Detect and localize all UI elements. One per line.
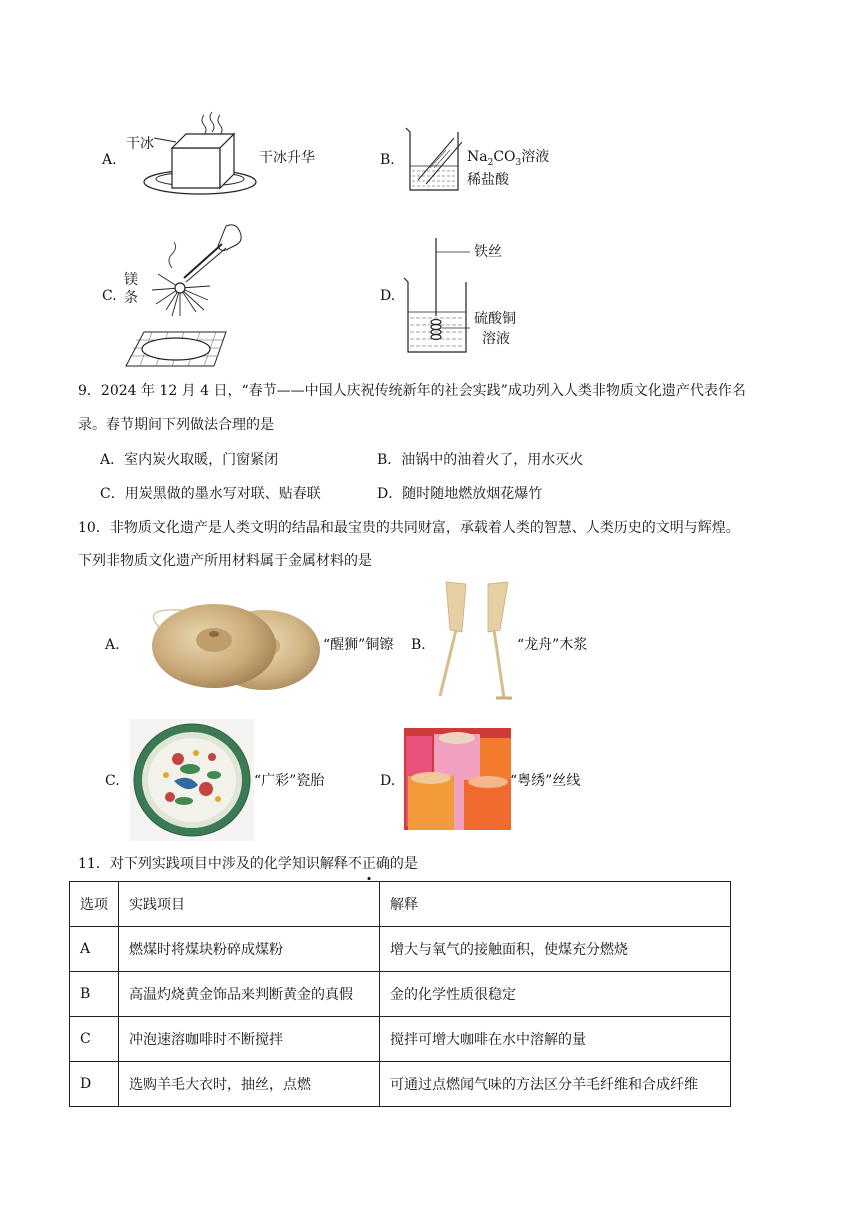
option-letter-b: B. [380, 152, 395, 168]
q9-stem-line1: 9．2024 年 12 月 4 日，“春节——中国人庆祝传统新年的社会实践”成功列入人类非物质文化遗产代表作名 [78, 383, 746, 399]
magnesium-label-2: 条 [124, 290, 138, 306]
q10-caption-b: “龙舟”木浆 [517, 637, 588, 653]
emphasis-not-correct: 不正确 [347, 856, 390, 872]
table-row [70, 927, 731, 972]
dry-ice-figure [140, 110, 260, 200]
magnesium-label-1: 镁 [124, 272, 138, 288]
dragon-boat-paddles-photo [432, 580, 516, 706]
q11-table [69, 881, 731, 1107]
q9-option-a: A．室内炭火取暖，门窗紧闭 [100, 452, 279, 468]
table-row [70, 1017, 731, 1062]
q10-option-letter-b: B. [411, 637, 426, 653]
copper-cymbals-photo [130, 588, 322, 698]
table-cell: 高温灼烧黄金饰品来判断黄金的真假 [119, 972, 380, 1017]
beaker-na2co3-figure [400, 124, 470, 196]
header-project: 实践项目 [119, 882, 380, 927]
guangcai-porcelain-photo [130, 719, 254, 841]
q10-caption-d: “粤绣”丝线 [510, 773, 581, 789]
q9-stem-line2: 录。春节期间下列做法合理的是 [78, 417, 274, 433]
table-cell: A [70, 927, 119, 972]
dilute-hcl-label: 稀盐酸 [467, 172, 509, 188]
iron-wire-cuso4-figure [398, 236, 472, 356]
q9-option-d: D．随时随地燃放烟花爆竹 [377, 486, 543, 502]
table-cell: D [70, 1062, 119, 1107]
na2co3-solution-label: $Na_2CO_3$溶液 [467, 149, 550, 168]
q10-caption-a: “醒狮”铜镲 [323, 637, 394, 653]
option-letter-d: D. [380, 288, 396, 304]
solution-label: 溶液 [482, 331, 510, 347]
table-cell: 选购羊毛大衣时，抽丝，点燃 [119, 1062, 380, 1107]
q9-option-b: B．油锅中的油着火了，用水灭火 [377, 452, 584, 468]
q10-option-letter-c: C. [105, 773, 120, 789]
yue-embroidery-threads-photo [404, 728, 511, 830]
option-letter-c: C. [102, 288, 117, 304]
table-cell: 冲泡速溶咖啡时不断搅拌 [119, 1017, 380, 1062]
table-cell: B [70, 972, 119, 1017]
header-option: 选项 [70, 882, 119, 927]
q10-option-letter-d: D. [380, 773, 396, 789]
table-cell: 增大与氧气的接触面积，使煤充分燃烧 [380, 927, 731, 972]
table-cell: 搅拌可增大咖啡在水中溶解的量 [380, 1017, 731, 1062]
table-header-row [70, 882, 731, 927]
q10-stem-line2: 下列非物质文化遗产所用材料属于金属材料的是 [78, 553, 372, 569]
dry-ice-sublimation-label: 干冰升华 [259, 150, 315, 166]
copper-sulfate-label: 硫酸铜 [474, 311, 516, 327]
table-cell: C [70, 1017, 119, 1062]
table-row [70, 1062, 731, 1107]
table-cell: 燃煤时将煤块粉碎成煤粉 [119, 927, 380, 972]
q11-stem: 11．对下列实践项目中涉及的化学知识解释不正确的是 [78, 856, 418, 872]
table-row [70, 972, 731, 1017]
q10-option-letter-a: A. [105, 637, 120, 653]
header-explanation: 解释 [380, 882, 731, 927]
q9-option-c: C．用炭黑做的墨水写对联、贴春联 [100, 486, 321, 502]
option-letter-a: A. [102, 152, 117, 168]
table-cell: 金的化学性质很稳定 [380, 972, 731, 1017]
table-cell: 可通过点燃闻气味的方法区分羊毛纤维和合成纤维 [380, 1062, 731, 1107]
q10-caption-c: “广彩”瓷胎 [254, 773, 325, 789]
magnesium-burning-figure [122, 220, 252, 370]
q10-stem-line1: 10．非物质文化遗产是人类文明的结晶和最宝贵的共同财富，承载着人类的智慧、人类历史的文明与辉煌。 [78, 520, 740, 536]
dry-ice-label: 干冰 [126, 136, 154, 152]
iron-wire-label: 铁丝 [474, 244, 502, 260]
